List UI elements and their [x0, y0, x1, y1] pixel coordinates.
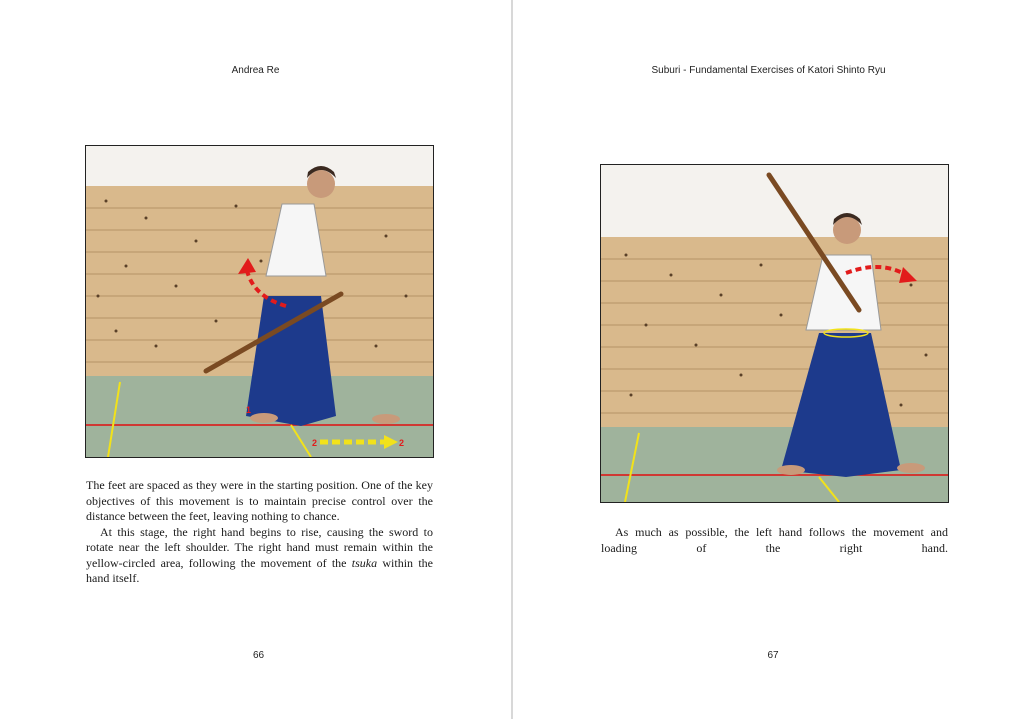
mark-1: 1: [246, 405, 252, 415]
left-paragraph-2-before: At this stage, the right hand begins to rise, causing the sword to rotate near the left shoulder. The right hand must remain within the yellow-circled area, following the movement of the: [86, 524, 433, 570]
wall-upper: [86, 146, 433, 186]
mark-2b: 2: [399, 438, 405, 448]
running-head-author: Andrea Re: [231, 65, 280, 76]
right-foot: [897, 463, 925, 473]
left-foot: [777, 465, 805, 475]
page-number-left: 66: [252, 650, 265, 661]
figure-right-photo: [600, 164, 949, 503]
right-paragraph-1: As much as possible, the left hand follows the movement and loading of the right hand.: [601, 525, 948, 555]
head: [307, 170, 335, 198]
running-head-title: Suburi - Fundamental Exercises of Katori Shinto Ryu: [651, 65, 886, 76]
wooden-wall: [601, 237, 948, 427]
left-page: [0, 0, 511, 719]
right-body-text: [601, 525, 948, 556]
term-tsuka: tsuka: [351, 555, 378, 570]
left-foot: [250, 413, 278, 423]
figure-right-illustration: [601, 165, 948, 502]
left-paragraph-1: The feet are spaced as they were in the starting position. One of the key objectives of this movement is to maintain precise control over the distance between the feet, leaving nothing to chance.: [86, 478, 433, 523]
page-number-right: 67: [767, 650, 779, 661]
wall-upper: [601, 165, 948, 237]
figure-left-illustration: [86, 146, 433, 457]
left-paragraph-2: [86, 525, 433, 587]
right-foot: [372, 414, 400, 424]
figure-left-photo: [85, 145, 434, 458]
left-body-text: [86, 478, 433, 587]
mark-2a: 2: [312, 438, 318, 448]
left-paragraph-2-after: within the hand itself.: [86, 555, 433, 585]
right-page: [513, 0, 1024, 719]
